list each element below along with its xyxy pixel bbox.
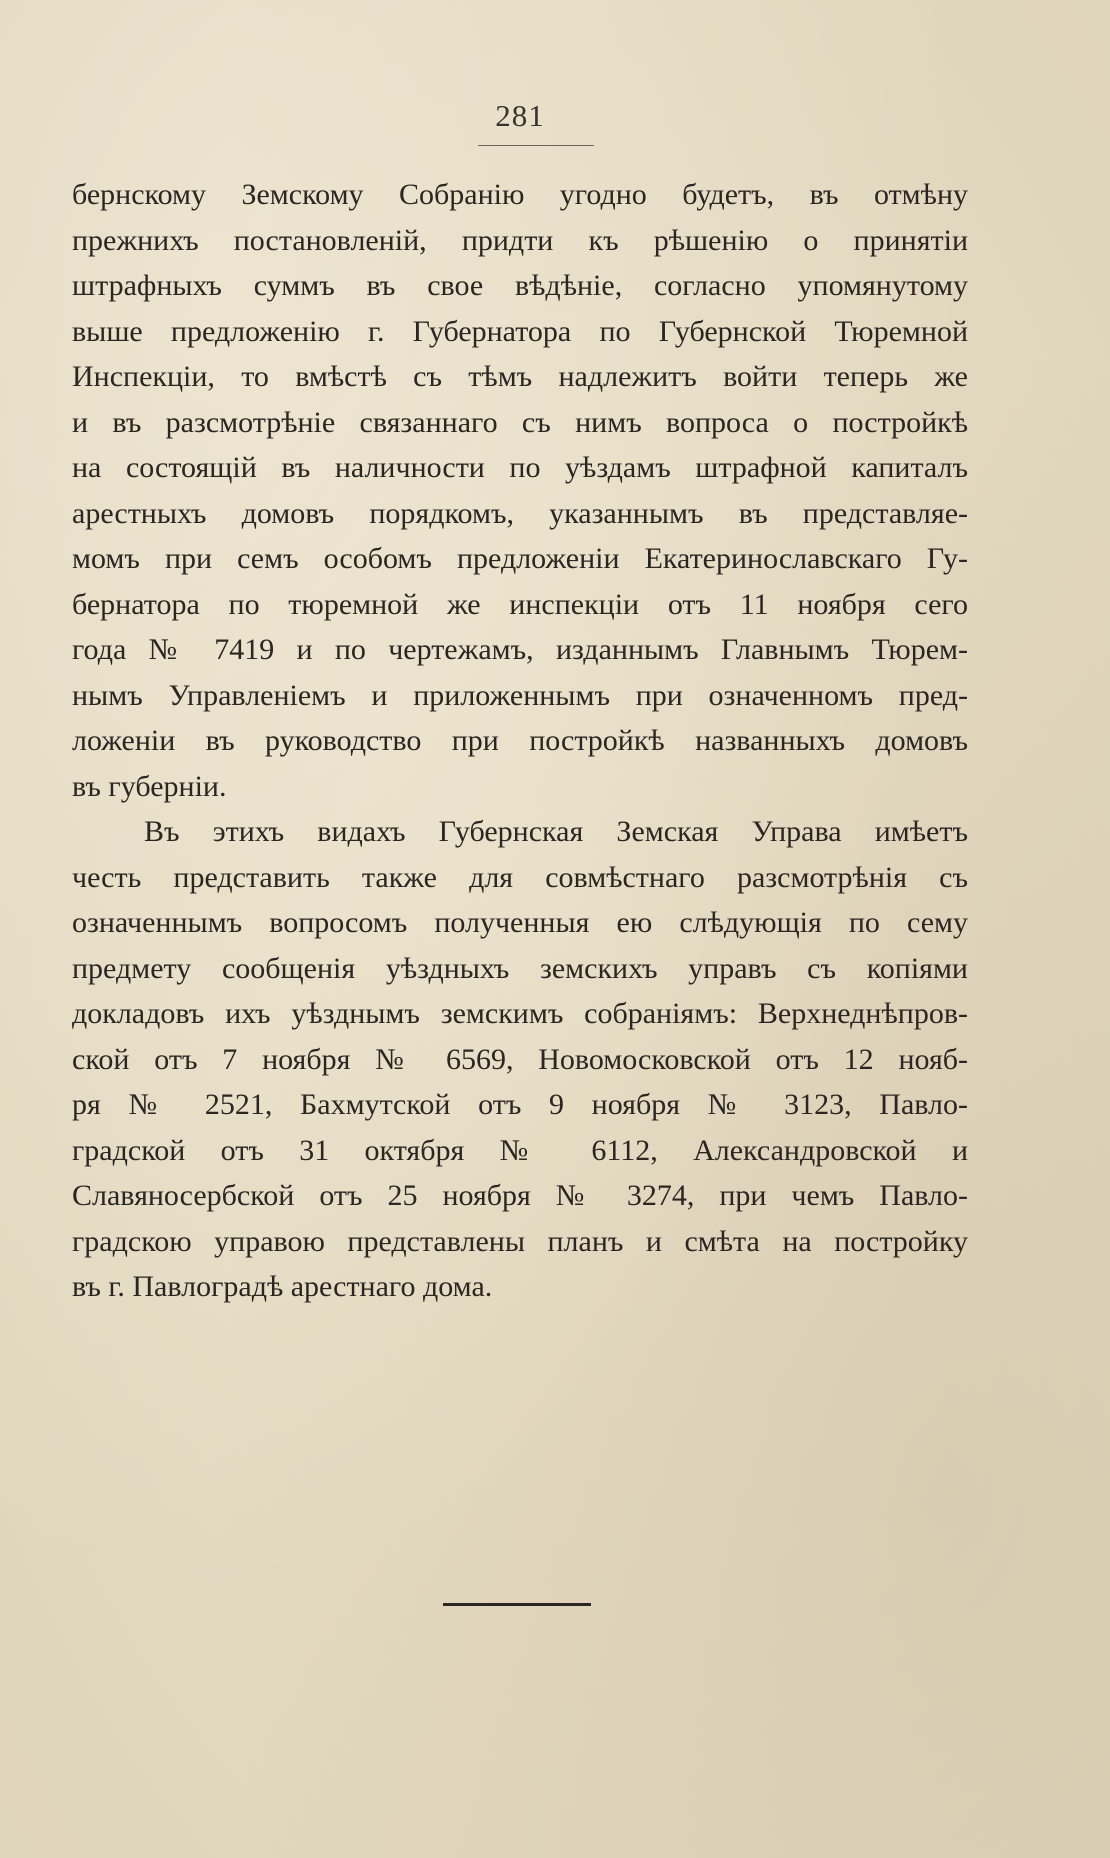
- text-line: ской отъ 7 ноября № 6569, Новомосковской отъ 12 нояб-: [72, 1042, 968, 1076]
- text-line: и въ разсмотрѣніе связаннаго съ нимъ вопроса о постройкѣ: [72, 405, 968, 439]
- text-line: въ губерніи.: [72, 769, 227, 803]
- text-line: прежнихъ постановленій, придти къ рѣшенію о принятіи: [72, 223, 968, 257]
- text-line: честь представить также для совмѣстнаго разсмотрѣнія съ: [72, 860, 968, 894]
- text-line: бернатора по тюремной же инспекціи отъ 11 ноября сего: [72, 587, 968, 621]
- text-line: предмету сообщенія уѣздныхъ земскихъ управъ съ копіями: [72, 951, 968, 985]
- text-line: ря № 2521, Бахмутской отъ 9 ноября № 3123, Павло-: [72, 1088, 968, 1121]
- text-line: на состоящій въ наличности по уѣздамъ штрафной капиталъ: [72, 451, 968, 484]
- page-number-rule: [478, 145, 594, 146]
- text-line: Инспекціи, то вмѣстѣ съ тѣмъ надлежитъ войти теперь же: [72, 360, 968, 393]
- end-of-text-rule: [443, 1603, 591, 1606]
- text-line: арестныхъ домовъ порядкомъ, указаннымъ въ представляе-: [72, 496, 968, 530]
- text-line: въ г. Павлоградѣ арестнаго дома.: [72, 1270, 493, 1303]
- text-line: нымъ Управленіемъ и приложеннымъ при означенномъ пред-: [72, 678, 968, 712]
- text-line: градскою управою представлены планъ и смѣта на постройку: [72, 1224, 968, 1258]
- text-body: [72, 172, 968, 1310]
- text-line: означеннымъ вопросомъ полученныя ею слѣдующія по сему: [72, 906, 968, 939]
- text-line: штрафныхъ суммъ въ свое вѣдѣніе, согласно упомянутому: [72, 269, 968, 302]
- text-line: докладовъ ихъ уѣзднымъ земскимъ собраніямъ: Верхнеднѣпров-: [72, 997, 968, 1030]
- text-line: года № 7419 и по чертежамъ, изданнымъ Главнымъ Тюрем-: [72, 633, 968, 666]
- text-line: Въ этихъ видахъ Губернская Земская Управа имѣетъ: [144, 815, 968, 848]
- text-line: бернскому Земскому Собранію угодно будетъ, въ отмѣну: [72, 178, 968, 211]
- text-line: момъ при семъ особомъ предложеніи Екатеринославскаго Гу-: [72, 542, 968, 575]
- text-line: ложеніи въ руководство при постройкѣ названныхъ домовъ: [72, 724, 968, 757]
- text-line: Славяносербской отъ 25 ноября № 3274, при чемъ Павло-: [72, 1179, 968, 1212]
- text-line: выше предложенію г. Губернатора по Губернской Тюремной: [72, 314, 968, 348]
- page-number: 281: [495, 98, 545, 133]
- text-line: градской отъ 31 октября № 6112, Александровской и: [72, 1133, 968, 1167]
